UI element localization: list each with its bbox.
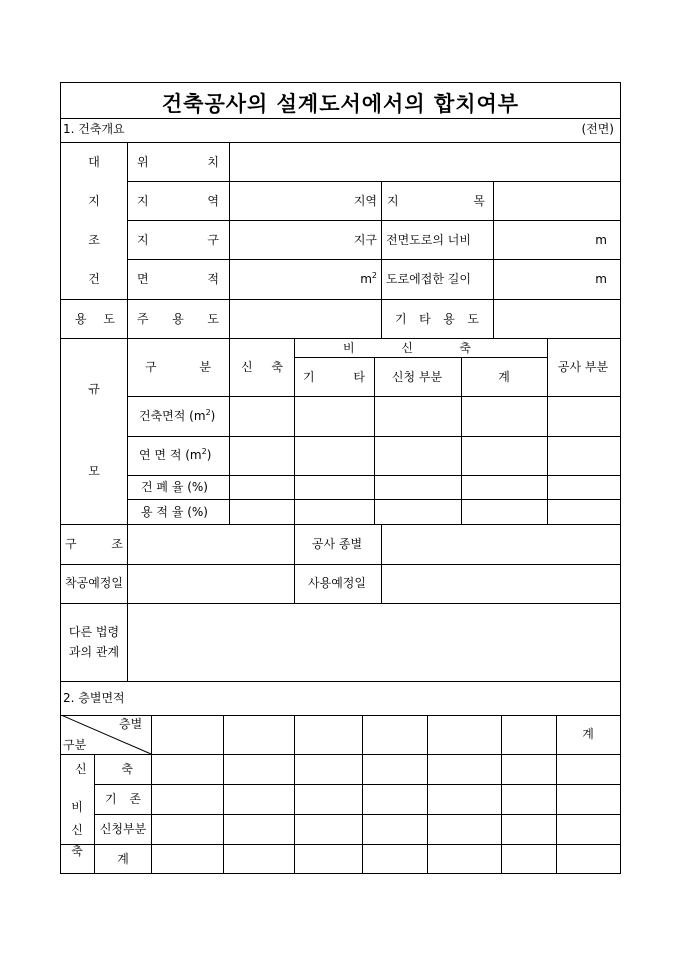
form-title: 건축공사의 설계도서에서의 합치여부 — [161, 91, 520, 116]
road-width-label: 전면도로의 너비 — [386, 233, 471, 247]
structure-label: 구 조 — [65, 537, 123, 551]
district-suffix: 지구 — [353, 233, 377, 247]
building-design-form — [60, 82, 621, 874]
scale-label-bottom: 모 — [88, 464, 100, 478]
zone-label: 지 역 — [137, 194, 219, 208]
applied-part-header: 신청 부분 — [391, 370, 443, 384]
new-construction-header: 신 축 — [241, 360, 283, 374]
floors-new-label: 신 축 — [75, 762, 133, 776]
section1-label: 1. 건축개요 — [63, 122, 125, 136]
work-type-label: 공사 종별 — [311, 537, 363, 551]
floor-header: 층별 — [119, 717, 143, 731]
use-date-label: 사용예정일 — [308, 576, 366, 590]
zone-suffix: 지역 — [353, 194, 377, 208]
floors-non-new-char: 비 — [71, 800, 83, 814]
site-row-char: 건 — [88, 272, 100, 286]
other-usage-label: 기 타 용 도 — [395, 312, 479, 326]
floors-applied-part-label: 신청부분 — [99, 822, 147, 836]
location-label: 위 치 — [137, 155, 219, 169]
floors-total-header: 계 — [582, 727, 594, 741]
non-new-header: 비 신 축 — [343, 341, 471, 355]
site-row-char: 조 — [88, 233, 100, 247]
floors-subtotal-label: 계 — [117, 852, 129, 866]
other-law-label-line1: 다른 법령 — [68, 625, 120, 639]
area-label: 면 적 — [137, 272, 219, 286]
far-label: 용 적 율 (%) — [141, 505, 208, 519]
land-type-label: 지 목 — [387, 194, 485, 208]
building-area-label: 건축면적 $(m^2)$ — [139, 408, 216, 423]
work-part-header: 공사 부분 — [557, 360, 609, 374]
floors-non-new-char: 축 — [71, 844, 83, 858]
floors-non-new-char: 신 — [71, 823, 83, 837]
area-unit: $m^2$ — [360, 271, 377, 286]
total-header: 계 — [498, 370, 510, 384]
coverage-label: 건 폐 율 (%) — [141, 480, 208, 494]
scale-label-top: 규 — [88, 382, 100, 396]
usage-label: 용 도 — [75, 312, 115, 326]
road-width-unit: m — [595, 233, 607, 247]
start-date-label: 착공예정일 — [65, 576, 123, 590]
site-row-char: 지 — [88, 194, 100, 208]
road-contact-unit: m — [595, 272, 607, 286]
main-usage-label: 주 용 도 — [137, 312, 219, 326]
section2-label: 2. 층별면적 — [63, 691, 125, 705]
division-header: 구 분 — [145, 360, 211, 374]
road-contact-label: 도로에접한 길이 — [386, 272, 471, 286]
other-law-label-line2: 과의 관계 — [68, 645, 120, 659]
district-label: 지 구 — [137, 233, 219, 247]
site-row-char: 대 — [88, 155, 100, 169]
existing-header: 기 타 — [303, 370, 365, 384]
page-side-label: (전면) — [581, 122, 614, 136]
floors-existing-label: 기 존 — [105, 792, 141, 806]
floor-area-label: 연 면 적 $(m^2)$ — [139, 447, 212, 462]
division-header: 구분 — [63, 738, 87, 752]
